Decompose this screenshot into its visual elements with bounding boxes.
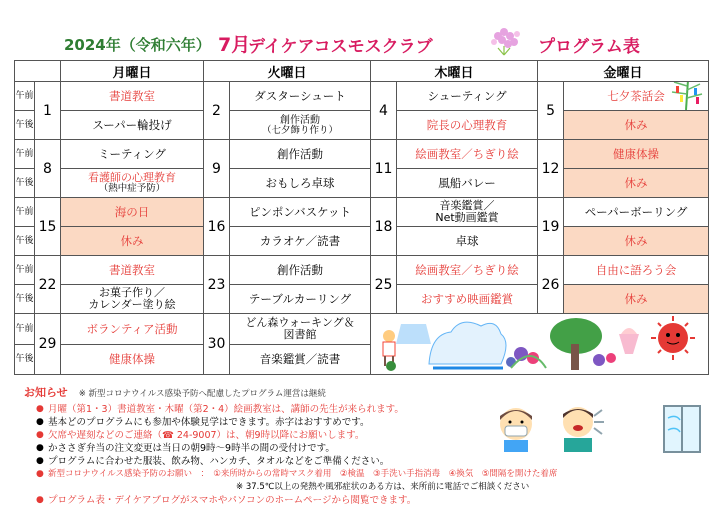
program-item: ピンポンバスケット [230,198,371,227]
header-tuesday: 火曜日 [204,61,371,82]
notice-item: ● 新型コロナウイルス感染予防のお願い ： ①来所時からの常時マスク着用 ②検温 ③手洗い手指消毒 ④換気 ⑤間隔を開けた着席 [36,468,714,481]
title-club-name: デイケアコスモスクラブ [248,37,433,57]
day-number: 19 [538,198,564,256]
day-number: 23 [204,256,230,314]
program-item: ミーティング [61,140,204,169]
program-item: 海の日 [61,198,204,227]
window-ventilation-illustration [662,404,702,456]
mask-person-illustration [490,404,542,452]
program-item: 休み [564,285,709,314]
pm-label: 午後 [15,169,35,198]
program-item: 創作活動 [230,256,371,285]
day-number: 12 [538,140,564,198]
program-item: 卓球 [397,227,538,256]
pm-label: 午後 [15,285,35,314]
program-item: 絵画教室／ちぎり絵 [397,256,538,285]
day-number: 29 [35,314,61,375]
program-item: テーブルカーリング [230,285,371,314]
day-number: 16 [204,198,230,256]
page-title [0,30,720,58]
notice-title: お知らせ [24,386,68,399]
notice-subtitle: ※ 新型コロナウイルス感染予防へ配慮したプログラム運営は継続 [78,389,326,399]
pm-label: 午後 [15,227,35,256]
notice-item: ※ 37.5℃以上の発熱や風邪症状のある方は、来所前に電話でご相談ください [236,482,530,492]
program-item: 休み [564,111,709,140]
notice-item: ● 基本どのプログラムにも参加や体験見学はできます。赤字はおすすめです。 [36,416,714,429]
program-item: 風船バレー [397,169,538,198]
program-item: 看護師の心理教育 （熱中症予防） [61,169,204,198]
am-label: 午前 [15,198,35,227]
am-label: 午前 [15,256,35,285]
am-label: 午前 [15,82,35,111]
notice-item: ● かささぎ弁当の注文変更は当日の朝9時～9時半の間の受付けです。 [36,442,714,455]
day-number: 22 [35,256,61,314]
day-number: 18 [371,198,397,256]
program-item: カラオケ／読書 [230,227,371,256]
program-item: ダスターシュート [230,82,371,111]
program-item: 創作活動 （七夕飾り作り） [230,111,371,140]
day-number: 4 [371,82,397,140]
am-label: 午前 [15,140,35,169]
pm-label: 午後 [15,111,35,140]
notice-item: ● プログラム表・デイケアブログがスマホやパソコンのホームページから閲覧できます。 [36,494,714,507]
notice-item: ● 月曜（第1・3）書道教室・木曜（第2・4）絵画教室は、講師の先生が来られます。 [36,403,714,416]
day-number: 26 [538,256,564,314]
day-number: 5 [538,82,564,140]
day-number: 1 [35,82,61,140]
program-item: 院長の心理教育 [397,111,538,140]
day-number: 11 [371,140,397,198]
program-item: 書道教室 [61,256,204,285]
program-item: 休み [564,169,709,198]
header-friday: 金曜日 [538,61,709,82]
day-number: 30 [204,314,230,375]
day-number: 25 [371,256,397,314]
am-label: 午前 [15,314,35,345]
program-item: ペーパーボーリング [564,198,709,227]
program-item [564,82,709,111]
header-thursday: 木曜日 [371,61,538,82]
tanabata-bamboo-icon [666,82,706,111]
program-item: ボランティア活動 [61,314,204,345]
program-item: 健康体操 [61,344,204,375]
program-item: 絵画教室／ちぎり絵 [397,140,538,169]
program-calendar [14,60,709,375]
program-item: 音楽鑑賞／読書 [230,344,371,375]
header-monday: 月曜日 [61,61,204,82]
cosmos-flower-icon [486,26,524,60]
program-item: 自由に語ろう会 [564,256,709,285]
program-item: おすすめ映画鑑賞 [397,285,538,314]
day-number: 9 [204,140,230,198]
program-item-label: 七夕茶話会 [607,89,665,103]
title-year: 2024年（令和六年） [64,36,211,54]
program-item: おもしろ卓球 [230,169,371,198]
day-number: 15 [35,198,61,256]
title-program: プログラム表 [538,37,640,57]
program-item: 健康体操 [564,140,709,169]
program-item: 休み [564,227,709,256]
notice-item: ● 欠席や遅刻などのご連絡（☎ 24-9007）は、朝9時以降にお願いします。 [36,429,714,442]
program-item: 創作活動 [230,140,371,169]
notice-item: ● プログラムに合わせた服装、飲み物、ハンカチ、タオルなどをご準備ください。 [36,455,714,468]
title-month: 7月 [218,34,251,56]
day-number: 8 [35,140,61,198]
day-number: 2 [204,82,230,140]
program-item: スーパー輪投げ [61,111,204,140]
program-item: お菓子作り／ カレンダー塗り絵 [61,285,204,314]
program-item: 書道教室 [61,82,204,111]
program-item: どん森ウォーキング＆ 図書館 [230,314,371,345]
program-item: シューティング [397,82,538,111]
pm-label: 午後 [15,344,35,375]
program-item: 休み [61,227,204,256]
summer-illustration-art [371,314,705,374]
program-item: 音楽鑑賞／ Net動画鑑賞 [397,198,538,227]
summer-illustration [371,314,709,375]
coughing-person-illustration [554,402,614,454]
